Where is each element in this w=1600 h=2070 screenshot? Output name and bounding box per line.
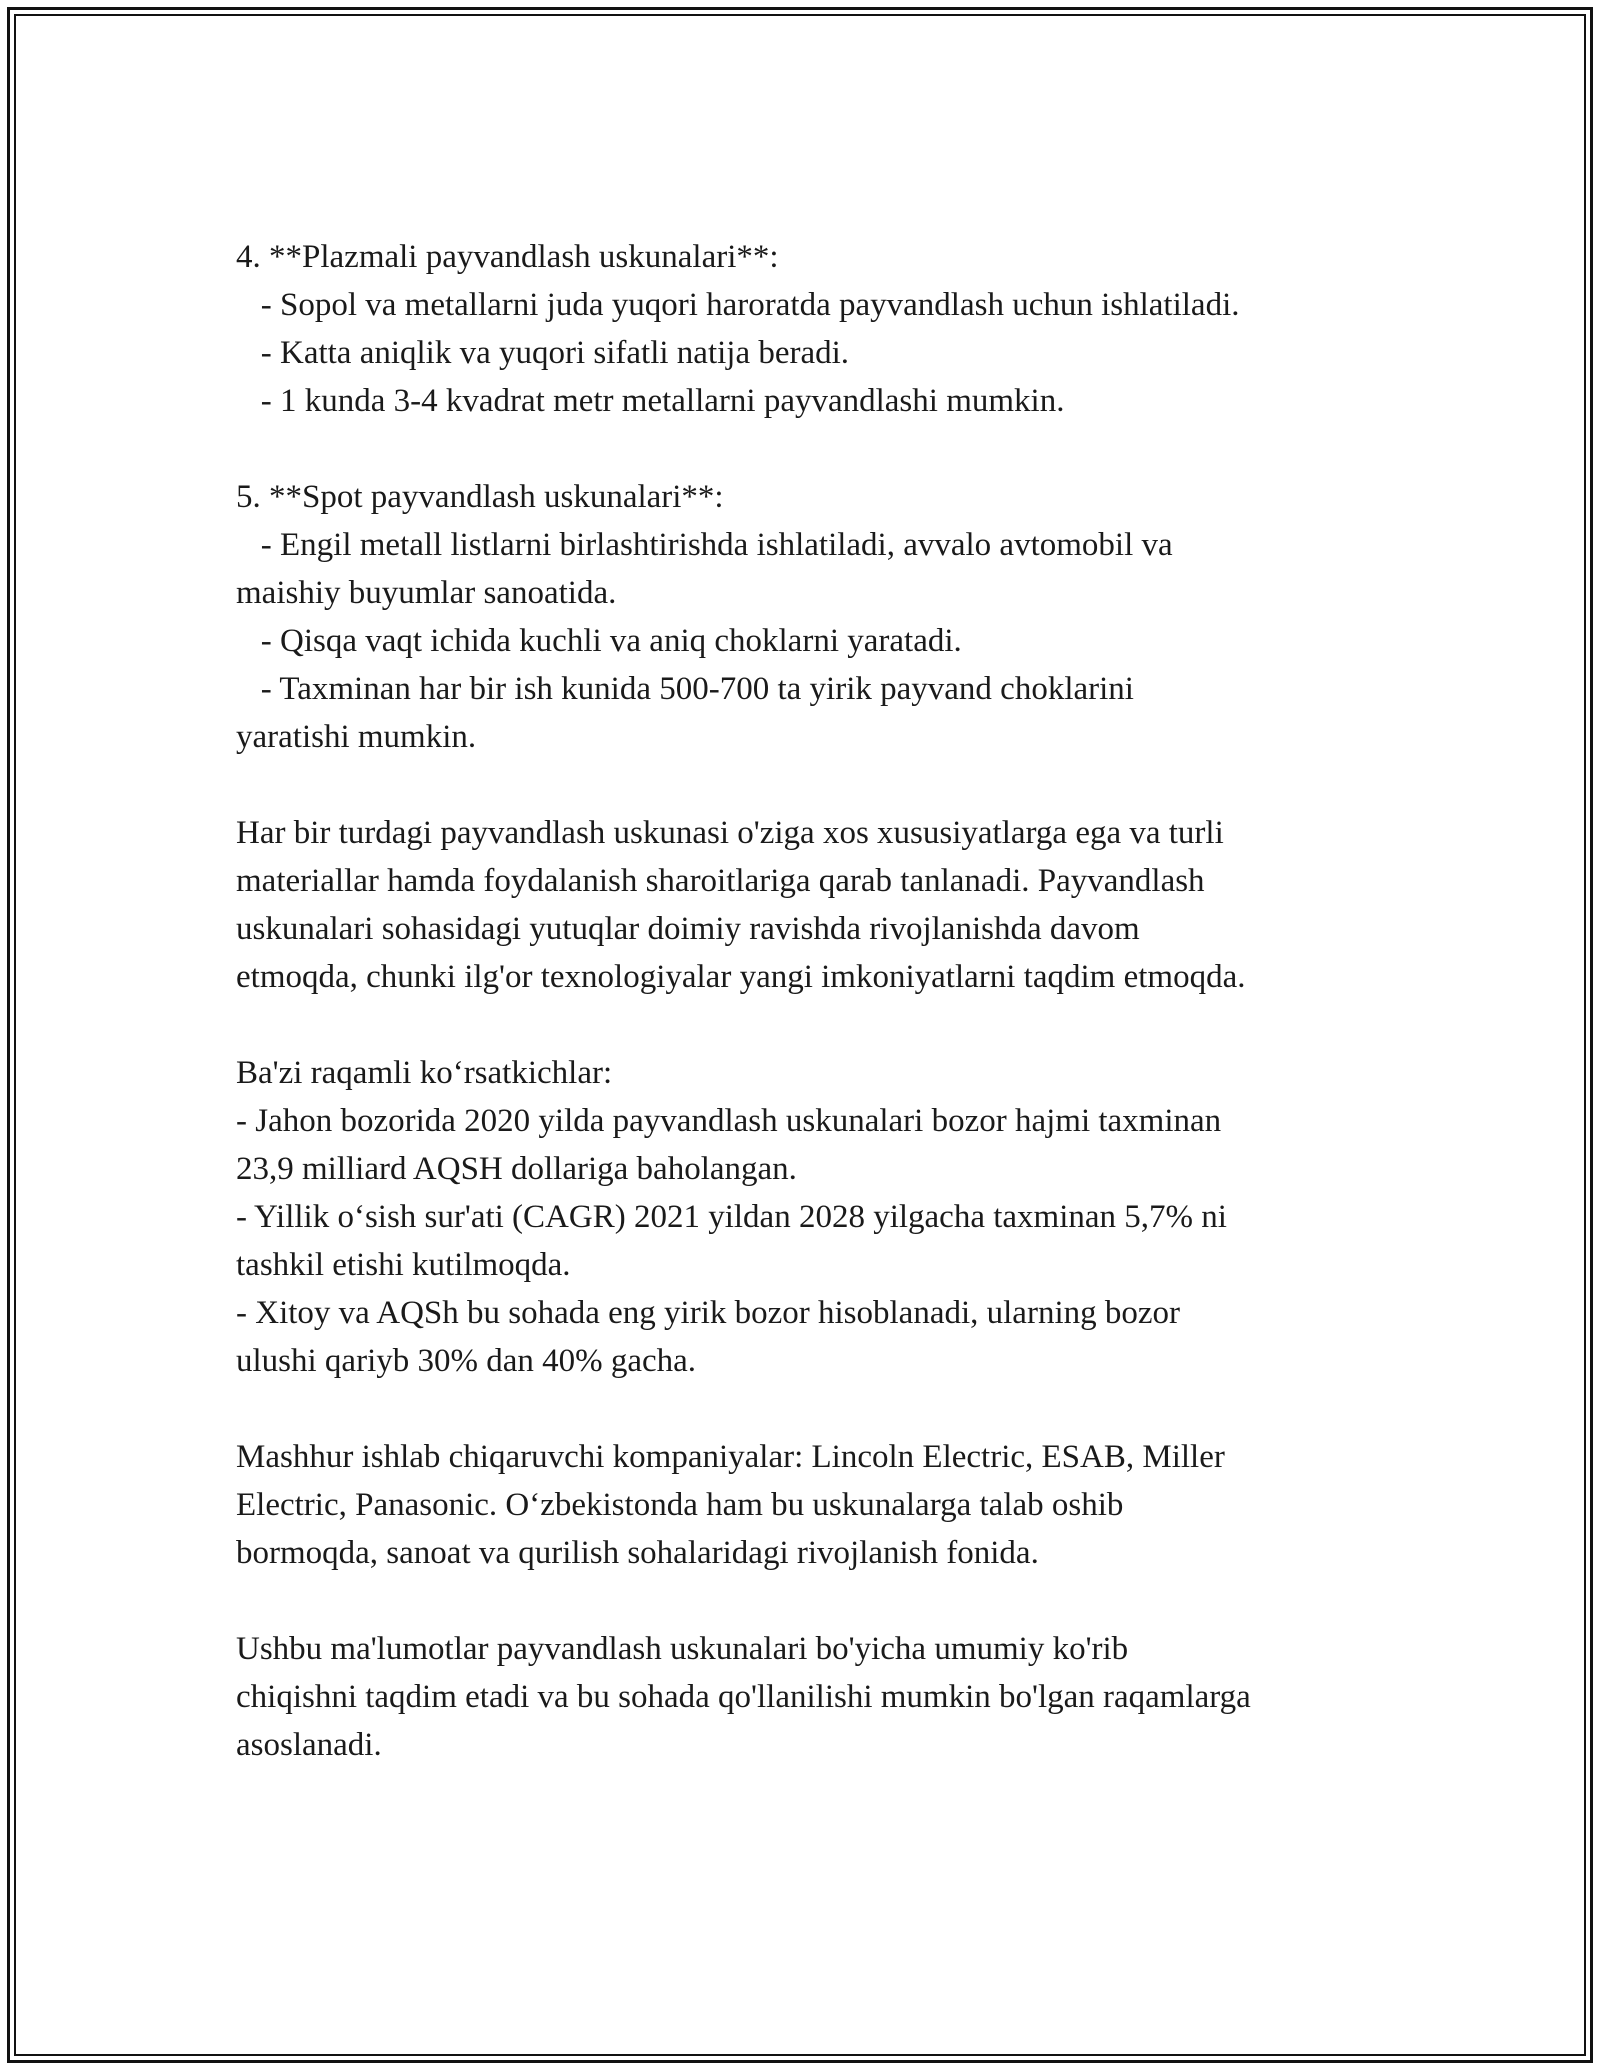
list-item: - Qisqa vaqt ichida kuchli va aniq choklarni yaratadi. (236, 623, 962, 659)
list-heading: 4. **Plazmali payvandlash uskunalari**: (236, 239, 779, 275)
list-heading: 5. **Spot payvandlash uskunalari**: (236, 479, 724, 515)
list-item: - Taxminan har bir ish kunida 500-700 ta yirik payvand choklarini (236, 671, 1134, 707)
section-statistics (236, 1049, 1416, 1385)
paragraph-line: uskunalari sohasidagi yutuqlar doimiy ravishda rivojlanishda davom (236, 911, 1140, 947)
list-item: - Katta aniqlik va yuqori sifatli natija beradi. (236, 335, 850, 371)
list-item: - Engil metall listlarni birlashtirishda ishlatiladi, avvalo avtomobil va (236, 527, 1173, 563)
section-spot-welding (236, 473, 1416, 761)
list-item-continuation: tashkil etishi kutilmoqda. (236, 1247, 571, 1283)
list-item-continuation: 23,9 milliard AQSH dollariga baholangan. (236, 1151, 797, 1187)
document-body (236, 233, 1416, 1817)
paragraph-line: chiqishni taqdim etadi va bu sohada qo'llanilishi mumkin bo'lgan raqamlarga (236, 1679, 1251, 1715)
paragraph-line: etmoqda, chunki ilg'or texnologiyalar yangi imkoniyatlarni taqdim etmoqda. (236, 959, 1246, 995)
paragraph-manufacturers (236, 1433, 1416, 1577)
section-plasma-welding (236, 233, 1416, 425)
paragraph-line: Mashhur ishlab chiqaruvchi kompaniyalar: Lincoln Electric, ESAB, Miller (236, 1439, 1225, 1475)
paragraph-line: materiallar hamda foydalanish sharoitlariga qarab tanlanadi. Payvandlash (236, 863, 1205, 899)
list-item: - 1 kunda 3-4 kvadrat metr metallarni payvandlashi mumkin. (236, 383, 1065, 419)
paragraph-summary (236, 809, 1416, 1001)
statistics-heading: Ba'zi raqamli ko‘rsatkichlar: (236, 1055, 613, 1091)
paragraph-line: Ushbu ma'lumotlar payvandlash uskunalari bo'yicha umumiy ko'rib (236, 1631, 1129, 1667)
paragraph-line: bormoqda, sanoat va qurilish sohalaridagi rivojlanish fonida. (236, 1535, 1039, 1571)
list-item-continuation: ulushi qariyb 30% dan 40% gacha. (236, 1343, 697, 1379)
paragraph-line: Electric, Panasonic. O‘zbekistonda ham bu uskunalarga talab oshib (236, 1487, 1124, 1523)
list-item: - Xitoy va AQSh bu sohada eng yirik bozor hisoblanadi, ularning bozor (236, 1295, 1180, 1331)
list-item: - Sopol va metallarni juda yuqori haroratda payvandlash uchun ishlatiladi. (236, 287, 1240, 323)
list-item-continuation: yaratishi mumkin. (236, 719, 477, 755)
list-item: - Yillik o‘sish sur'ati (CAGR) 2021 yildan 2028 yilgacha taxminan 5,7% ni (236, 1199, 1227, 1235)
list-item: - Jahon bozorida 2020 yilda payvandlash uskunalari bozor hajmi taxminan (236, 1103, 1222, 1139)
paragraph-line: Har bir turdagi payvandlash uskunasi o'ziga xos xususiyatlarga ega va turli (236, 815, 1224, 851)
list-item-continuation: maishiy buyumlar sanoatida. (236, 575, 617, 611)
paragraph-conclusion (236, 1625, 1416, 1769)
paragraph-line: asoslanadi. (236, 1727, 382, 1763)
